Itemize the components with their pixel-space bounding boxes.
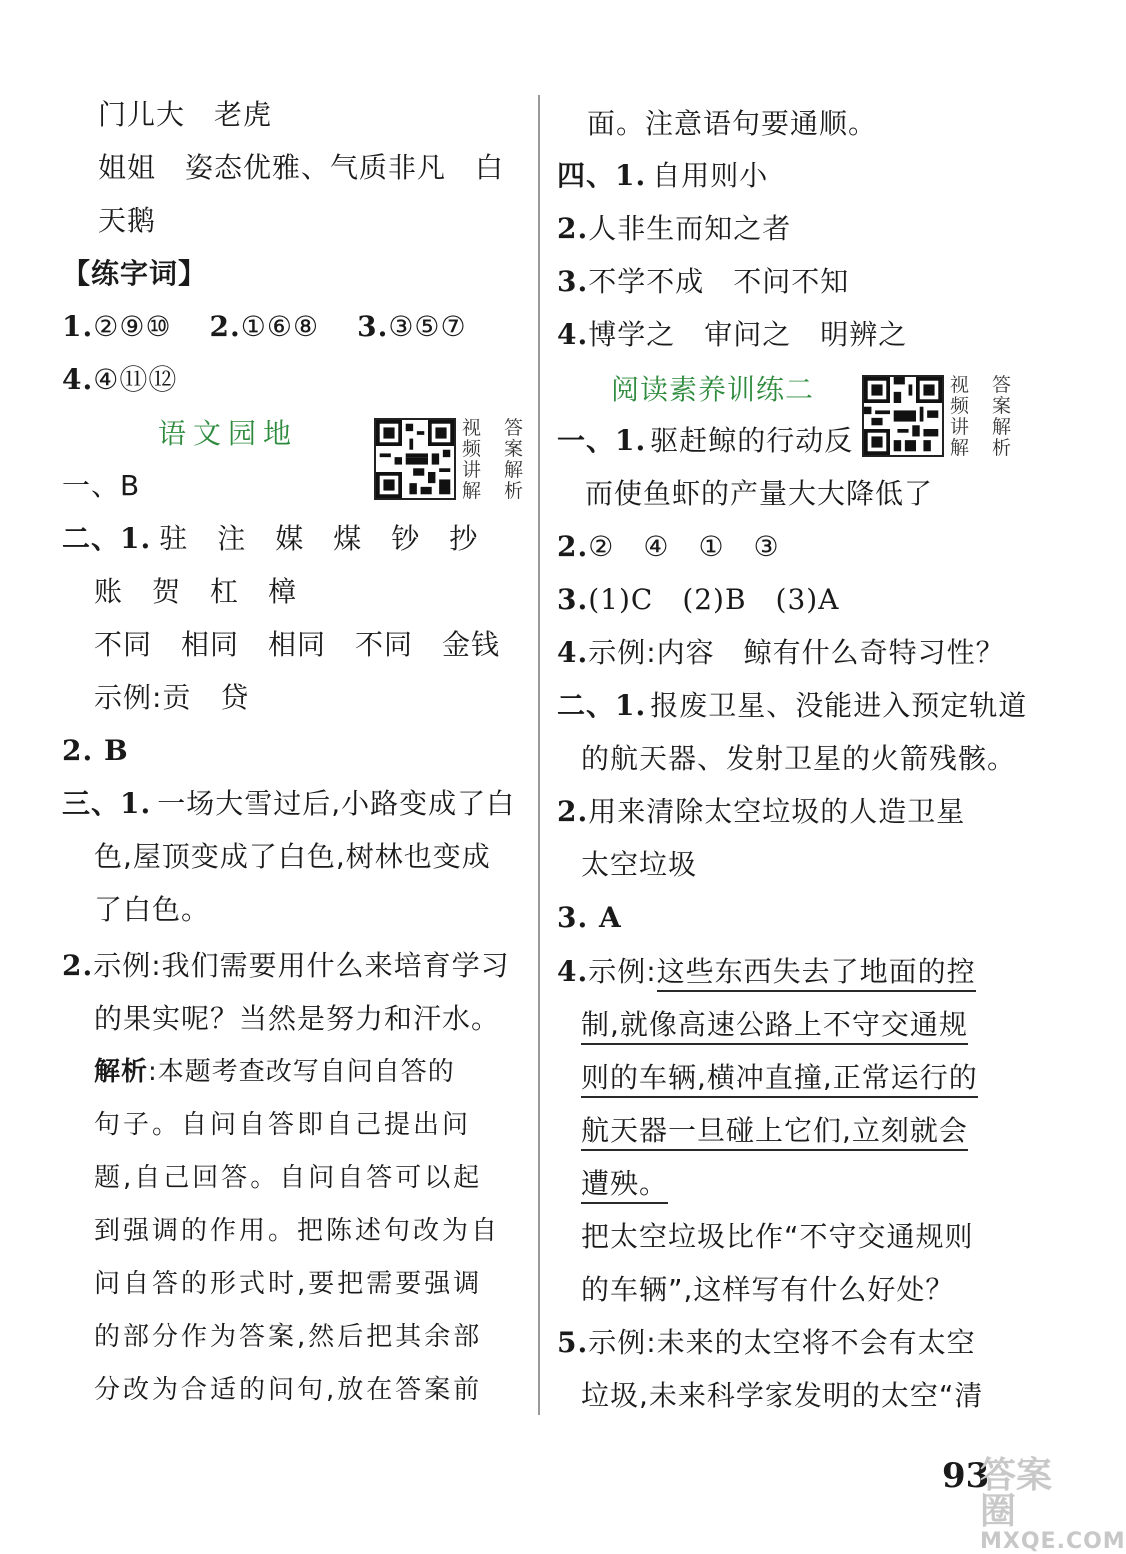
answer-line: 2. B — [62, 734, 129, 767]
answer-text: 示例: — [588, 955, 657, 988]
watermark-text: 答案圈 — [980, 1455, 1053, 1532]
item-number: 4. — [62, 363, 94, 396]
answer-text: ①⑥⑧ — [240, 310, 320, 343]
answer-line — [557, 1325, 976, 1361]
answer-text: 人非生而知之者 — [588, 212, 792, 245]
answer-line — [557, 264, 849, 300]
watermark-logo — [980, 1455, 1126, 1554]
answer-line: 姐姐 姿态优雅、气质非凡 白 — [98, 151, 505, 184]
answer-line — [581, 1060, 978, 1096]
answer-line — [581, 1166, 668, 1202]
item-number: 2. — [557, 212, 589, 245]
answer-line: 的车辆”,这样写有什么好处？ — [581, 1273, 955, 1306]
section-title: 阅读素养训练二 — [611, 373, 815, 406]
answer-line — [557, 954, 976, 990]
analysis-text: :本题考查改写自问自答的 — [148, 1057, 455, 1087]
section-heading: 【练字词】 — [62, 257, 208, 290]
underlined-sentence: 制,就像高速公路上不守交通规 — [581, 1008, 968, 1045]
answer-text: (1)C (2)B (3)A — [588, 583, 840, 616]
answer-text: ② ④ ① ③ — [588, 530, 780, 563]
qr-label-line: 讲 解 — [950, 416, 1014, 438]
item-number: 1. — [62, 310, 94, 343]
answer-line: 色,屋顶变成了白色,树林也变成 — [94, 840, 491, 873]
analysis-line: 到强调的作用。把陈述句改为自 — [94, 1216, 501, 1246]
item-number: 2. — [62, 949, 94, 982]
item-number: 一、1. — [557, 424, 647, 457]
answer-line — [557, 635, 1005, 671]
analysis-line: 句子。自问自答即自己提出问 — [94, 1110, 472, 1140]
item-number: 2. — [557, 795, 589, 828]
qr-code-icon[interactable] — [862, 375, 944, 457]
qr-label — [950, 375, 1013, 459]
answer-line: 了白色。 — [94, 893, 211, 926]
answer-line: 的航天器、发射卫星的火箭残骸。 — [581, 742, 1017, 775]
answer-line — [62, 362, 177, 398]
underlined-sentence: 航天器一旦碰上它们,立刻就会 — [581, 1114, 968, 1151]
answer-line — [557, 582, 839, 618]
answer-text: ②⑨⑩ — [93, 310, 172, 343]
answer-line: 不同 相同 相同 不同 金钱 — [94, 628, 501, 661]
answer-line — [62, 309, 467, 345]
item-number: 2. — [557, 530, 589, 563]
item-number: 4. — [557, 636, 589, 669]
answer-line: 天鹅 — [98, 204, 157, 237]
item-number: 2. — [209, 310, 241, 343]
qr-label-line: 解 析 — [950, 437, 1014, 459]
answer-line — [557, 211, 791, 247]
qr-code-icon — [376, 420, 454, 498]
answer-text: 驻 注 媒 煤 钞 抄 — [159, 522, 479, 555]
page-number: 93 — [942, 1456, 990, 1496]
answer-line — [557, 423, 853, 459]
answer-line — [581, 1113, 968, 1149]
answer-text: 博学之 审问之 明辨之 — [588, 318, 908, 351]
answer-line — [557, 529, 780, 565]
underlined-sentence: 这些东西失去了地面的控 — [657, 955, 976, 992]
item-number: 4. — [557, 955, 589, 988]
answer-text: 一场大雪过后,小路变成了白 — [157, 787, 516, 820]
qr-code-icon — [864, 377, 942, 455]
answer-text: 用来清除太空垃圾的人造卫星 — [588, 795, 966, 828]
answer-line: 账 贺 杠 樟 — [94, 575, 298, 608]
column-divider — [538, 95, 540, 1415]
answer-line — [581, 1007, 968, 1043]
item-number: 4. — [557, 318, 589, 351]
answer-text: 驱赶鲸的行动反 — [650, 424, 854, 457]
item-number: 3. — [357, 310, 389, 343]
item-number: 3. — [557, 265, 589, 298]
item-number: 四、1. — [557, 159, 647, 192]
answer-text: ④⑪⑫ — [93, 363, 178, 396]
answer-line: 太空垃圾 — [581, 848, 698, 881]
analysis-line: 分改为合适的问句,放在答案前 — [94, 1375, 483, 1405]
analysis-line: 的部分作为答案,然后把其余部 — [94, 1322, 483, 1352]
answer-line — [557, 158, 768, 194]
item-number: 二、1. — [557, 689, 647, 722]
qr-label-line: 频 案 — [462, 438, 526, 460]
answer-line: 示例:贡 贷 — [94, 681, 250, 714]
answer-text: 示例:内容 鲸有什么奇特习性？ — [588, 636, 1005, 669]
analysis-label: 解析 — [94, 1057, 149, 1087]
qr-code-icon[interactable] — [374, 418, 456, 500]
answer-line — [62, 786, 515, 822]
qr-label — [462, 418, 525, 502]
analysis-line: 题,自己回答。自问自答可以起 — [94, 1163, 483, 1193]
answer-line: 面。注意语句要通顺。 — [587, 107, 878, 140]
analysis-line — [94, 1054, 455, 1090]
item-number: 二、1. — [62, 522, 152, 555]
answer-text: ③⑤⑦ — [388, 310, 467, 343]
qr-label-line: 讲 解 — [462, 459, 526, 481]
qr-label-line: 频 案 — [950, 395, 1014, 417]
item-number: 三、1. — [62, 787, 152, 820]
answer-line: 垃圾,未来科学家发明的太空“清 — [581, 1379, 984, 1412]
analysis-line: 问自答的形式时,要把需要强调 — [94, 1269, 483, 1299]
item-number: 3. — [557, 583, 589, 616]
watermark-url: MXQE.COM — [980, 1529, 1126, 1554]
answer-line — [62, 521, 478, 557]
qr-label-line: 解 析 — [462, 480, 526, 502]
answer-line — [557, 688, 1027, 724]
underlined-sentence: 遭殃。 — [581, 1167, 668, 1204]
answer-text: 示例:未来的太空将不会有太空 — [588, 1326, 976, 1359]
answer-line: 门儿大 老虎 — [98, 98, 273, 131]
answer-line: 而使鱼虾的产量大大降低了 — [585, 477, 934, 510]
underlined-sentence: 则的车辆,横冲直撞,正常运行的 — [581, 1061, 978, 1098]
answer-line: 一、B — [62, 469, 141, 502]
qr-label-line: 视 答 — [462, 417, 526, 439]
answer-text: 自用则小 — [652, 159, 769, 192]
item-number: 5. — [557, 1326, 589, 1359]
answer-line: 3. A — [557, 901, 622, 934]
section-title: 语文园地 — [158, 417, 299, 450]
answer-line — [62, 948, 510, 984]
answer-line: 的果实呢？当然是努力和汗水。 — [94, 1002, 501, 1035]
answer-text: 不学不成 不问不知 — [588, 265, 850, 298]
answer-line: 把太空垃圾比作“不守交通规则 — [581, 1220, 974, 1253]
answer-text: 示例:我们需要用什么来培育学习 — [93, 949, 510, 982]
answer-text: 报废卫星、没能进入预定轨道 — [650, 689, 1028, 722]
answer-line — [557, 794, 965, 830]
answer-line — [557, 317, 907, 353]
qr-label-line: 视 答 — [950, 374, 1014, 396]
